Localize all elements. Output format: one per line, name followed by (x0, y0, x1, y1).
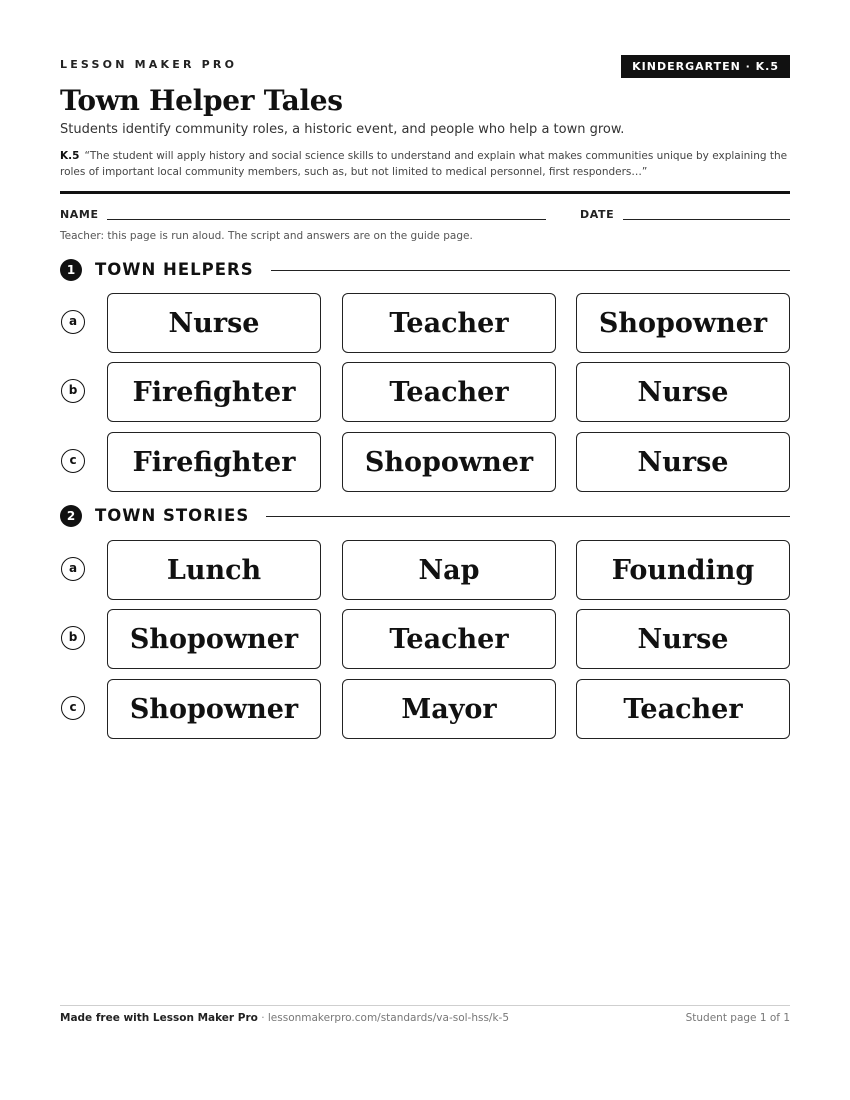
answer-card[interactable]: Shopowner (107, 679, 321, 739)
answer-card[interactable]: Firefighter (107, 362, 321, 422)
date-label: DATE (580, 208, 615, 221)
footer-separator: · (257, 1012, 268, 1024)
section-heading-town-stories (60, 505, 790, 527)
row-letter-badge: a (61, 557, 85, 581)
page-subtitle: Students identify community roles, a historic event, and people who help a town grow. (60, 122, 625, 137)
answer-card[interactable]: Founding (576, 540, 790, 600)
student-info-row (60, 208, 790, 222)
question-row-1c (60, 432, 790, 492)
question-row-2c (60, 679, 790, 739)
section-number-badge: 1 (60, 259, 82, 281)
standard-text: “The student will apply history and social science skills to understand and explain what makes communities unique by explaining the roles of important local community members, such as, but not limited to medical personnel, first responders…” (60, 150, 788, 178)
row-letter-badge: b (61, 626, 85, 650)
page-title: Town Helper Tales (60, 84, 343, 117)
question-row-2b (60, 609, 790, 669)
standard-statement (60, 148, 790, 180)
section-heading-town-helpers (60, 259, 790, 281)
footer-divider (60, 1005, 790, 1006)
row-letter-badge: b (61, 379, 85, 403)
teacher-note: Teacher: this page is run aloud. The script and answers are on the guide page. (60, 230, 473, 242)
answer-card[interactable]: Nurse (576, 362, 790, 422)
footer-made-with: Made free with Lesson Maker Pro (60, 1012, 258, 1024)
section-rule (266, 516, 790, 517)
answer-card[interactable]: Firefighter (107, 432, 321, 492)
header-divider (60, 191, 790, 194)
name-label: NAME (60, 208, 99, 221)
section-number-badge: 2 (60, 505, 82, 527)
footer-url-link[interactable]: lessonmakerpro.com/standards/va-sol-hss/k-5 (267, 1012, 510, 1024)
row-letter-badge: c (61, 696, 85, 720)
date-field-line[interactable] (623, 219, 790, 220)
standard-code: K.5 (60, 150, 80, 162)
answer-card[interactable]: Nurse (576, 609, 790, 669)
question-row-1b (60, 362, 790, 422)
answer-card[interactable]: Shopowner (342, 432, 556, 492)
section-rule (271, 270, 790, 271)
answer-card[interactable]: Shopowner (107, 609, 321, 669)
question-row-1a (60, 293, 790, 353)
top-bar (60, 55, 790, 79)
brand-logo: LESSON MAKER PRO (60, 58, 238, 71)
section-title: TOWN HELPERS (95, 260, 254, 279)
answer-card[interactable]: Teacher (576, 679, 790, 739)
page-number: Student page 1 of 1 (685, 1012, 790, 1024)
answer-card[interactable]: Teacher (342, 293, 556, 353)
footer (60, 1012, 790, 1026)
answer-card[interactable]: Teacher (342, 609, 556, 669)
answer-card[interactable]: Mayor (342, 679, 556, 739)
grade-badge: KINDERGARTEN · K.5 (621, 55, 790, 78)
answer-card[interactable]: Nap (342, 540, 556, 600)
row-letter-badge: a (61, 310, 85, 334)
answer-card[interactable]: Teacher (342, 362, 556, 422)
answer-card[interactable]: Lunch (107, 540, 321, 600)
section-title: TOWN STORIES (95, 506, 250, 525)
row-letter-badge: c (61, 449, 85, 473)
answer-card[interactable]: Shopowner (576, 293, 790, 353)
answer-card[interactable]: Nurse (576, 432, 790, 492)
name-field-line[interactable] (107, 219, 546, 220)
question-row-2a (60, 540, 790, 600)
answer-card[interactable]: Nurse (107, 293, 321, 353)
